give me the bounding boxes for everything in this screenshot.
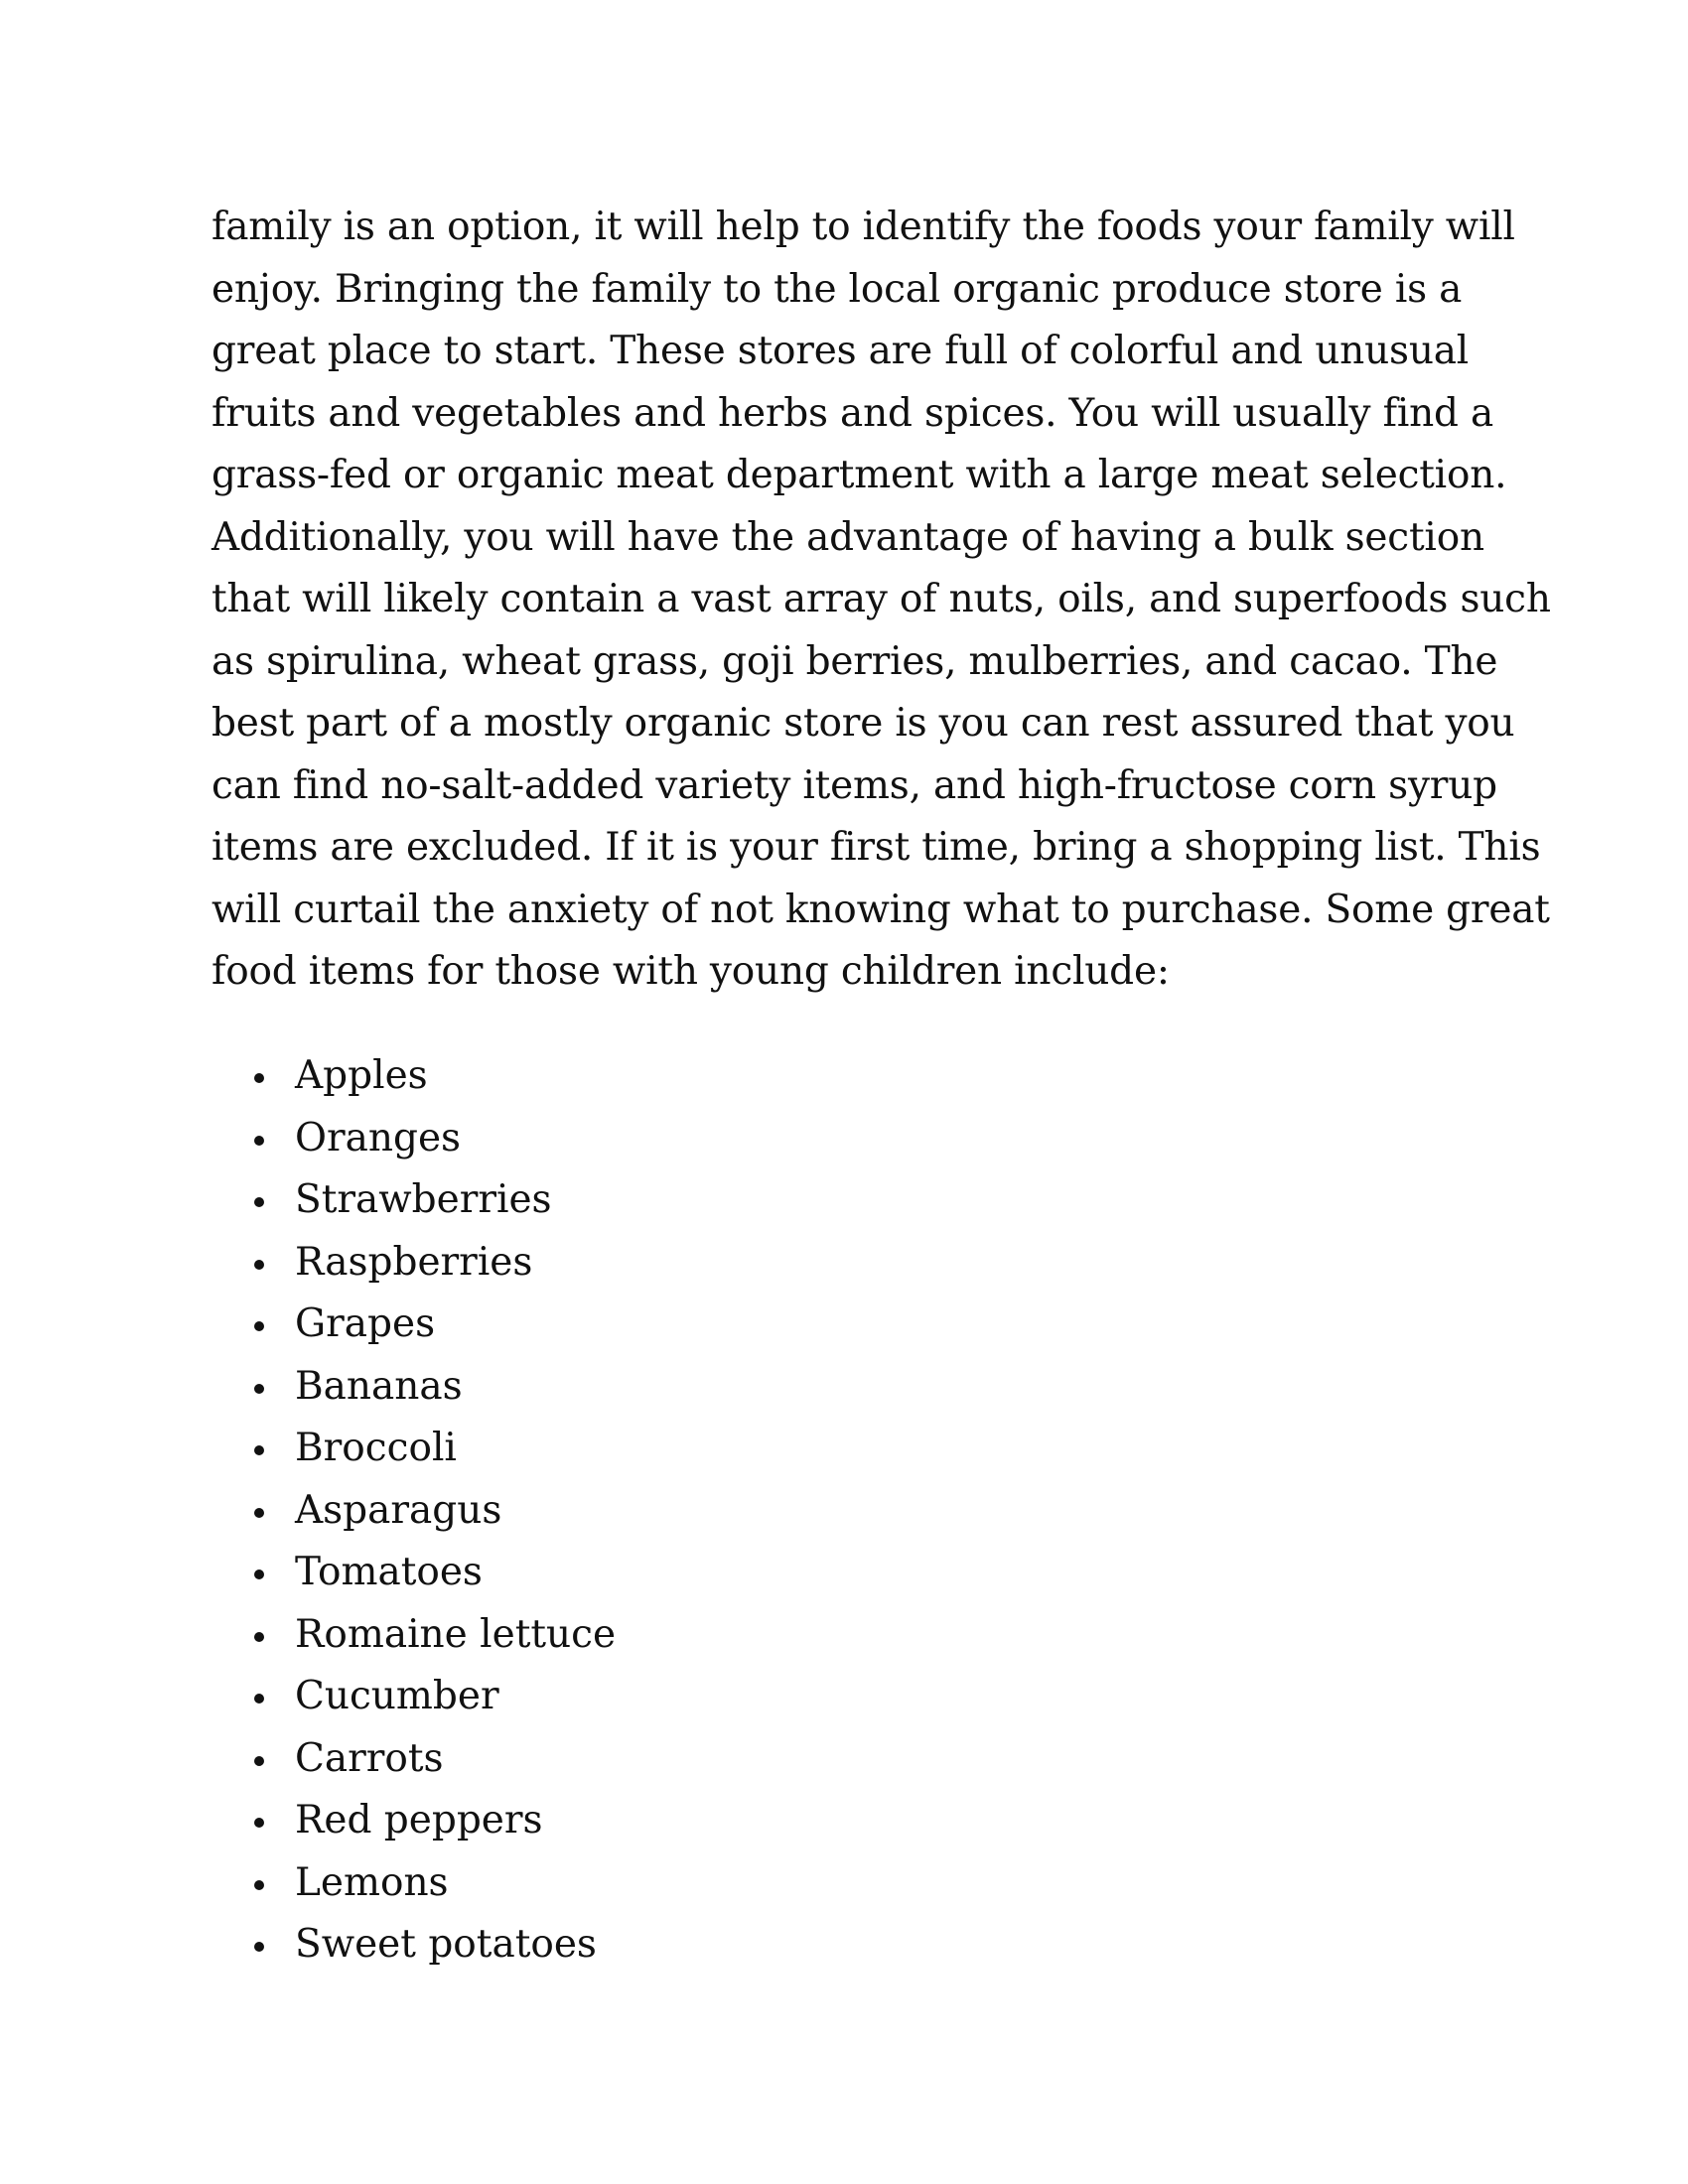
list-item xyxy=(211,1108,616,1170)
list-item-label: Bananas xyxy=(295,1363,463,1409)
bullet-icon xyxy=(254,1942,264,1952)
paragraph-line: items are excluded. If it is your first time, bring a shopping list. This xyxy=(211,825,1541,870)
list-item xyxy=(211,1542,616,1604)
body-paragraph xyxy=(211,197,1551,1004)
list-item-label: Tomatoes xyxy=(295,1550,483,1594)
bullet-icon xyxy=(254,1880,264,1890)
list-item xyxy=(211,1294,616,1356)
list-item-label: Grapes xyxy=(295,1301,436,1346)
list-item-label: Oranges xyxy=(295,1115,462,1160)
paragraph-line: that will likely contain a vast array of nuts, oils, and superfoods such xyxy=(211,577,1551,621)
list-item xyxy=(211,1169,616,1232)
bullet-icon xyxy=(254,1694,264,1704)
bullet-icon xyxy=(254,1197,264,1207)
list-item-label: Red peppers xyxy=(295,1798,543,1843)
bullet-icon xyxy=(254,1384,264,1394)
list-item-label: Raspberries xyxy=(295,1239,533,1285)
list-item xyxy=(211,1666,616,1728)
bullet-icon xyxy=(254,1508,264,1518)
bullet-icon xyxy=(254,1445,264,1455)
bullet-icon xyxy=(254,1260,264,1270)
list-item-label: Sweet potatoes xyxy=(295,1922,597,1967)
list-item xyxy=(211,1728,616,1791)
bullet-icon xyxy=(254,1818,264,1828)
list-item-label: Strawberries xyxy=(295,1177,552,1222)
list-item xyxy=(211,1914,616,1977)
paragraph-line: food items for those with young children include: xyxy=(211,949,1170,994)
list-item-label: Lemons xyxy=(295,1859,449,1905)
paragraph-line: will curtail the anxiety of not knowing what to purchase. Some great xyxy=(211,887,1550,932)
list-item xyxy=(211,1356,616,1419)
bullet-icon xyxy=(254,1632,264,1642)
paragraph-line: Additionally, you will have the advantage of having a bulk section xyxy=(211,514,1484,560)
paragraph-line: best part of a mostly organic store is you can rest assured that you xyxy=(211,701,1515,746)
bullet-icon xyxy=(254,1136,264,1146)
bullet-icon xyxy=(254,1756,264,1766)
bullet-icon xyxy=(254,1073,264,1083)
list-item-label: Cucumber xyxy=(295,1674,499,1718)
list-item-label: Romaine lettuce xyxy=(295,1611,617,1657)
list-item-label: Broccoli xyxy=(295,1426,457,1470)
list-item xyxy=(211,1418,616,1480)
list-item-label: Asparagus xyxy=(295,1487,502,1533)
list-item xyxy=(211,1232,616,1295)
list-item xyxy=(211,1604,616,1667)
paragraph-line: family is an option, it will help to identify the foods your family will xyxy=(211,205,1515,249)
list-item-label: Apples xyxy=(295,1053,428,1098)
list-item xyxy=(211,1045,616,1108)
list-item xyxy=(211,1480,616,1543)
list-item xyxy=(211,1852,616,1915)
list-item xyxy=(211,1790,616,1852)
paragraph-line: can find no-salt-added variety items, and high-fructose corn syrup xyxy=(211,762,1497,808)
paragraph-line: as spirulina, wheat grass, goji berries, mulberries, and cacao. The xyxy=(211,638,1498,684)
paragraph-line: enjoy. Bringing the family to the local organic produce store is a xyxy=(211,266,1463,312)
list-item-label: Carrots xyxy=(295,1735,444,1781)
paragraph-line: grass-fed or organic meat department with a large meat selection. xyxy=(211,453,1507,497)
paragraph-line: fruits and vegetables and herbs and spices. You will usually find a xyxy=(211,390,1494,436)
bullet-icon xyxy=(254,1321,264,1331)
food-list xyxy=(211,1045,616,1977)
bullet-icon xyxy=(254,1570,264,1579)
paragraph-line: great place to start. These stores are full of colorful and unusual xyxy=(211,329,1470,373)
